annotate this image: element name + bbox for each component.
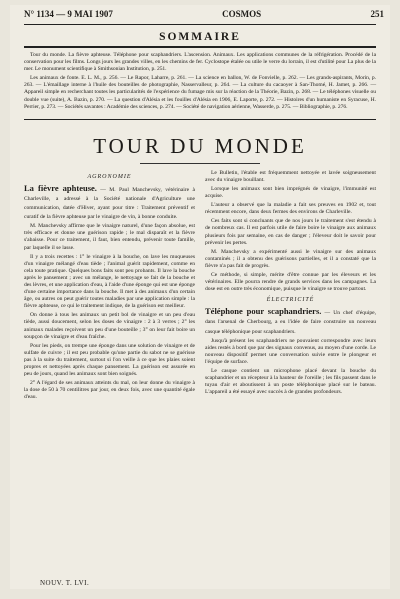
section-head-electricite: ÉLECTRICITÉ xyxy=(266,297,315,304)
sommaire-bottom-rule xyxy=(24,119,376,120)
paragraph: 2° A l'égard de ses animaux atteints du mal, on leur donne du vinaigre à la dose de 50 à 70 centilitres par jour, en deux fois, avec une quantité égale d'eau. xyxy=(24,380,195,401)
article-title-fievre xyxy=(24,182,195,221)
page-footer: NOUV. T. LVI. xyxy=(40,579,90,587)
sommaire-title: SOMMAIRE xyxy=(159,31,241,43)
paragraph: Jusqu'à présent les scaphandriers ne pouvaient correspondre avec leurs aides restés à bord que par des signaux convenus, au moyen d'une corde. Le nouveau dispositif permet une conversation suivie entre le plongeur et l'équipe de surface. xyxy=(205,337,376,365)
sommaire-body xyxy=(10,48,390,116)
sommaire-paragraph-2: Les animaux de fonte. E. L. M., p. 256. — Le Rapor, Laharre, p. 261. — La science en ballon, W. de Fonvielle, p. 262. — Les grands-aspirants, Morin, p. 263. — L'émaillage interne à l'huile des bouteilles de photographie, Nasservalleur, p. 264. — La culture du cacaoyer à San-Thomé, H. Jamet, p. 266. — Appareil simple en recherchant toutes les particularités de l'expérience du fumage mis sur la réaction de la Théorie, Bazin, p. 268. — Le téléphones visuelle ou double vue (suite), A. Bazin, p. 270. — La question d'Alésia et les fouilles d'Alésia en 1906, E. Laporte, p. 272. — Histoires d'un humaniste en Syracuse, H. Perrier, p. 273. — Sociétés savantes : Académie des sciences, p. 274. — Société de navigation aérienne, Wasserde, p. 275. — Bibliographie, p. 276. xyxy=(24,75,376,110)
sommaire-paragraph-1: Tour du monde. La fièvre aphteuse. Téléphone pour scaphandriers. L'ascension. Animaux. Les applications communes de la réfrigération. Procédé de la conservation pour les films. Longs jours les grandes villes, en les chemins de fer. Cyclostope étalée ou utile le verre du lorrain, il est d'utilité pour La plus de la mer. Le monument scientifique à Smithsonian Institution, p. 251. xyxy=(24,52,376,73)
issue-number: N° 1134 — 9 MAI 1907 xyxy=(24,9,113,19)
article-title-telephone xyxy=(205,308,376,335)
article-columns xyxy=(10,170,390,404)
title-rule xyxy=(140,163,260,164)
paragraph: Ce méthode, si simple, mérite d'être connue par les éleveurs et les vétérinaires. Elle pourra rendre de grands services dans les campagnes. La dose est en outre très économique, puisque le vinaigre se trouve partout. xyxy=(205,271,376,293)
right-column xyxy=(205,170,376,404)
left-column xyxy=(24,170,195,404)
page-header xyxy=(10,5,390,21)
article-heading: La fièvre aphteuse. xyxy=(24,182,97,193)
journal-page xyxy=(10,5,390,589)
paragraph: On donne à tous les animaux un petit bol de vinaigre et un peu d'eau tiède, aussi doucement, selon les doses de vinaigre : 2 à 3 verres ; 2° les animaux malades reçoivent un peu d'une bouteille ; 3° on leur fait boire un soupçon de vinaigre et d'eau fraîche. xyxy=(24,312,195,340)
article-heading: Téléphone pour scaphandriers. xyxy=(205,306,322,317)
paragraph: L'auteur a observé que la maladie a fait ses preuves en 1902 et, tout récemment encore, dans deux fermes des environs de Charleville. xyxy=(205,202,376,216)
paragraph: Lorsque les animaux sont bien imprégnés de vinaigre, l'immunité est acquise. xyxy=(205,185,376,200)
page-number: 251 xyxy=(370,9,384,19)
journal-name: COSMOS xyxy=(222,9,262,19)
paragraph: M. Manchevsky affirme que le vinaigre naturel, d'une façon absolue, est très efficace et donne une guérison rapide ; le mal disparaît et la fièvre s'abaisse. Pour ce traitement, il faut, bien entendu, prévenir toute famille, par laquelle il se lasse. xyxy=(24,223,195,251)
section-head-agronomie: AGRONOMIE xyxy=(87,173,132,180)
paragraph: Il y a trois recettes : 1° le vinaigre à la bouche, on lave les muqueuses d'un vinaigre mélangé d'eau tiède ; l'animal guérit rapidement, comme en cela toute pratique. Quelques bons faits sont peu probants. Il lave la bouche après le pansement ; avec un mélange, le nettoyage se fait de la bouche et des lèvres, et une application d'eau, à l'aide d'une éponge qui est une éponge d'une certaine importance dans la bouche. Il met à des animaux d'un certain âge, ou autres on peut guérir toutes maladies par une application simple : la fièvre aphteuse, ce qui le traitement indique, de la guérison est meilleur. xyxy=(24,253,195,310)
paragraph: Le Bulletin, l'étable est fréquemment nettoyée et lavée soigneusement avec du vinaigre bouillant. xyxy=(205,169,376,183)
section-title: TOUR DU MONDE xyxy=(93,133,307,158)
paragraph: Pour les pieds, on trempe une éponge dans une solution de vinaigre et de sulfate de cuivre ; il est peu probable qu'une partie du sabot ne se guérisse pas à la suite du traitement, surtout si l'on veille à ce que les plaies soient propres et nettoyées après chaque pansement. La guérison est assurée en peu de jours, quand les animaux sont bien soignés. xyxy=(24,342,195,378)
article-lead: — M. Paul Manchevsky, vétérinaire à Charleville, a adressé à la Société nationale d'Agriculture une communication, datée d'Hiver, ayant pour titre : Traitement préventif et curatif de la fièvre aphteuse par le vinaigre de vin, à bonne conduite. xyxy=(24,186,195,221)
article-lead: — Un chef d'équipe, dans l'arsenal de Cherbourg, a eu l'idée de faire construire un nouveau casque téléphonique pour scaphandriers. xyxy=(205,310,376,335)
header-rule xyxy=(24,24,376,25)
paragraph: M. Manchevsky a expérimenté aussi le vinaigre sur des animaux contaminés ; il a obtenu des guérisons partielles, et il a constaté que la fièvre n'a pas fait de progrès. xyxy=(205,248,376,269)
paragraph: Ces faits sont si concluants que de nos jours le traitement s'est étendu à de nombreux cas. Il est parfois utile de faire boire le vinaigre aux animaux plusieurs fois par semaine, en cas de danger ; l'éleveur doit le savoir pour prévenir les pertes. xyxy=(205,218,376,246)
paragraph: Le casque contient un microphone placé devant la bouche du scaphandrier et un récepteur à la hauteur de l'oreille ; les fils passent dans le tuyau d'air et aboutissent à un poste téléphonique placé sur le bateau. L'appareil a été essayé avec succès à de grandes profondeurs. xyxy=(205,368,376,396)
